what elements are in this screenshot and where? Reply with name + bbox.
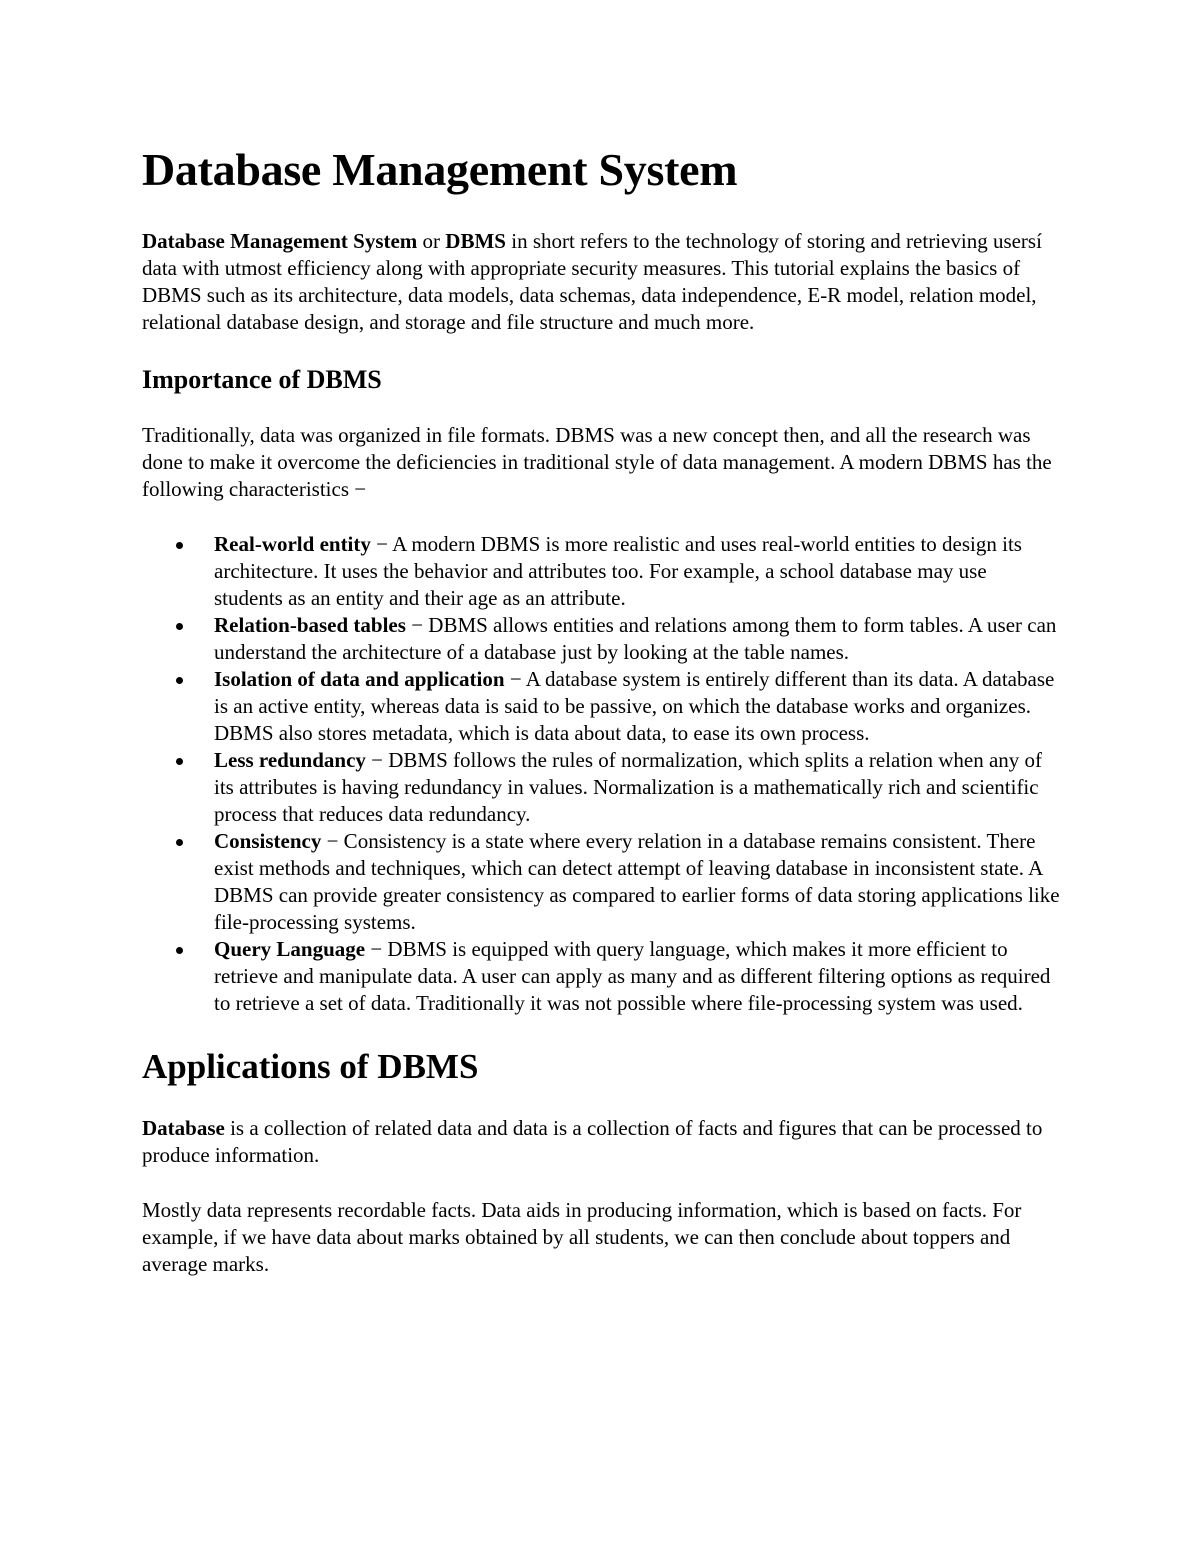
list-item-term: Consistency	[214, 829, 322, 853]
bullet-icon	[176, 839, 183, 846]
bullet-icon	[176, 758, 183, 765]
applications-paragraph-1	[142, 1115, 1060, 1169]
list-item-term: Relation-based tables	[214, 613, 406, 637]
applications-heading: Applications of DBMS	[142, 1047, 479, 1086]
list-item-term: Real-world entity	[214, 532, 371, 556]
bullet-icon	[176, 677, 183, 684]
importance-paragraph: Traditionally, data was organized in file formats. DBMS was a new concept then, and all the research was done to make it overcome the deficiencies in traditional style of data management. A modern DBMS has the following characteristics −	[142, 423, 1052, 501]
bullet-icon	[176, 623, 183, 630]
applications-text-1: is a collection of related data and data is a collection of facts and figures that can be processed to produce information.	[142, 1116, 1043, 1167]
list-item	[214, 612, 1060, 666]
page-title: Database Management System	[142, 144, 738, 195]
bullet-icon	[176, 947, 183, 954]
list-item	[214, 828, 1060, 936]
bullet-icon	[176, 542, 183, 549]
list-item	[214, 747, 1060, 828]
list-item	[214, 936, 1060, 1017]
list-item-text: − A modern DBMS is more realistic and uses real-world entities to design its architecture. It uses the behavior and attributes too. For example, a school database may use students as an entity and their age as an attribute.	[214, 532, 1022, 610]
list-item-text: − Consistency is a state where every relation in a database remains consistent. There exist methods and techniques, which can detect attempt of leaving database in inconsistent state. A DBMS can provide greater consistency as compared to earlier forms of data storing applications like file-processing systems.	[214, 829, 1060, 934]
importance-heading: Importance of DBMS	[142, 365, 382, 394]
intro-term-dbms: DBMS	[445, 229, 506, 253]
list-item-term: Isolation of data and application	[214, 667, 505, 691]
list-item-text: − A database system is entirely different than its data. A database is an active entity, whereas data is said to be passive, on which the database works and organizes. DBMS also stores metadata, which is data about data, to ease its own process.	[214, 667, 1055, 745]
characteristics-list	[142, 531, 1060, 1017]
list-item-text: − DBMS is equipped with query language, which makes it more efficient to retrieve and manipulate data. A user can apply as many and as different filtering options as required to retrieve a set of data. Traditionally it was not possible where file-processing system was used.	[214, 937, 1051, 1015]
list-item	[214, 531, 1060, 612]
intro-connector: or	[417, 229, 446, 253]
intro-term-dbms-full: Database Management System	[142, 229, 418, 253]
list-item-term: Less redundancy	[214, 748, 366, 772]
list-item-term: Query Language	[214, 937, 366, 961]
list-item-text: − DBMS follows the rules of normalization, which splits a relation when any of its attributes is having redundancy in values. Normalization is a mathematically rich and scientific process that reduces data redundancy.	[214, 748, 1043, 826]
applications-paragraph-2: Mostly data represents recordable facts. Data aids in producing information, which is based on facts. For example, if we have data about marks obtained by all students, we can then conclude about toppers and average marks.	[142, 1198, 1022, 1276]
intro-text: in short refers to the technology of storing and retrieving usersí data with utmost efficiency along with appropriate security measures. This tutorial explains the basics of DBMS such as its architecture, data models, data schemas, data independence, E-R model, relation model, relational database design, and storage and file structure and much more.	[142, 229, 1042, 334]
intro-paragraph	[142, 228, 1060, 336]
list-item-text: − DBMS allows entities and relations among them to form tables. A user can understand the architecture of a database just by looking at the table names.	[214, 613, 1057, 664]
applications-term-database: Database	[142, 1116, 225, 1140]
list-item	[214, 666, 1060, 747]
